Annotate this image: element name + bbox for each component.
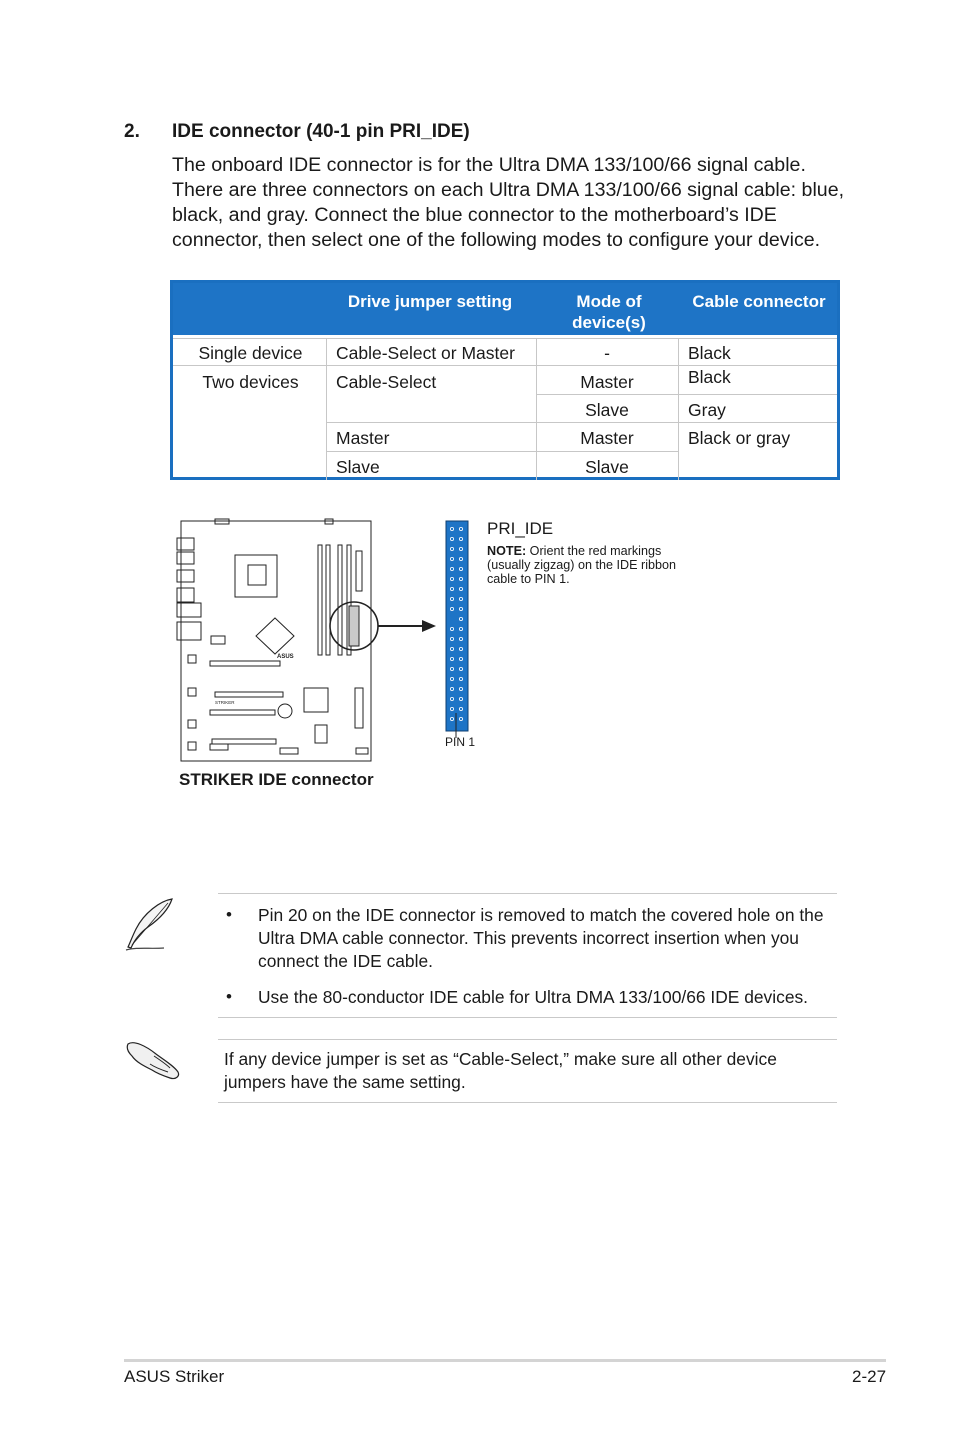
ide-connector-pinout	[446, 521, 468, 738]
col-divider	[326, 338, 327, 480]
note-label: NOTE:	[487, 544, 527, 558]
warning-bottom-rule	[218, 1102, 837, 1103]
cell-jumper: Master	[336, 428, 390, 448]
bullet-marker: •	[226, 987, 232, 1006]
footer-product: ASUS Striker	[124, 1367, 225, 1386]
board-name: STRIKER	[215, 700, 235, 705]
col-divider	[678, 338, 679, 480]
feather-pen-icon	[120, 895, 182, 953]
warning-top-rule	[218, 1039, 837, 1040]
header-drive-jumper: Drive jumper setting	[347, 292, 513, 311]
cell-mode: Slave	[585, 457, 629, 477]
board-logo: ASUS	[277, 654, 294, 660]
cell-mode: -	[604, 343, 610, 363]
header-cable: Cable connector	[692, 292, 826, 311]
intro-text: The onboard IDE connector is for the Ultra DMA 133/100/66 signal cable. There are three connectors on each Ultra DMA 133/100/66 signal cable: blue, black, and gray. Connect the blue connector to the motherboard’s IDE connector, then select one of the following modes to configure your device.	[172, 154, 845, 251]
connector-label: PRI_IDE	[487, 519, 554, 538]
row-divider	[173, 338, 837, 339]
note-bottom-rule	[218, 1017, 837, 1018]
page-number: 2-27	[852, 1367, 887, 1386]
diagram-caption: STRIKER IDE connector	[179, 770, 374, 789]
row-divider	[326, 422, 837, 423]
note-top-rule	[218, 893, 837, 894]
row-divider	[326, 451, 678, 452]
note-body: Orient the red markings (usually zigzag) on the IDE ribbon cable to PIN 1.	[487, 544, 677, 586]
cell-mode: Master	[580, 428, 634, 448]
pin1-label: PIN 1	[445, 735, 476, 749]
row-label-single: Single device	[198, 343, 303, 363]
cell-cable: Gray	[688, 400, 726, 420]
cell-mode: Slave	[585, 400, 629, 420]
section-title: IDE connector (40-1 pin PRI_IDE)	[172, 121, 470, 142]
cell-cable: Black	[688, 343, 731, 363]
pointer-arrow	[378, 620, 436, 632]
cell-mode: Master	[580, 372, 634, 392]
row-divider	[173, 365, 837, 366]
bullet-item: Pin 20 on the IDE connector is removed to match the covered hole on the Ultra DMA cable connector. This prevents incorrect insertion when you connect the IDE cable.	[258, 905, 824, 971]
cell-cable: Black or gray	[688, 428, 791, 448]
jumper-table	[170, 280, 840, 480]
cell-cable: Black	[688, 367, 731, 387]
intro-paragraph	[172, 153, 852, 253]
row-divider	[678, 394, 837, 395]
row-divider	[536, 394, 678, 395]
diagram-note	[487, 544, 707, 586]
bullet-item: Use the 80-conductor IDE cable for Ultra DMA 133/100/66 IDE devices.	[258, 987, 809, 1007]
warning-text: If any device jumper is set as “Cable-Select,” make sure all other device jumpers have the same setting.	[224, 1049, 777, 1092]
cell-jumper: Cable-Select or Master	[336, 343, 515, 363]
footer-rule	[124, 1359, 886, 1362]
pointing-hand-icon	[124, 1036, 182, 1082]
motherboard-outline	[177, 519, 371, 761]
row-label-two: Two devices	[202, 372, 299, 392]
section-number: 2.	[124, 121, 140, 142]
bullet-marker: •	[226, 905, 232, 924]
cell-jumper: Slave	[336, 457, 380, 477]
header-mode: Mode of device(s)	[572, 292, 646, 332]
cell-jumper: Cable-Select	[336, 372, 437, 392]
